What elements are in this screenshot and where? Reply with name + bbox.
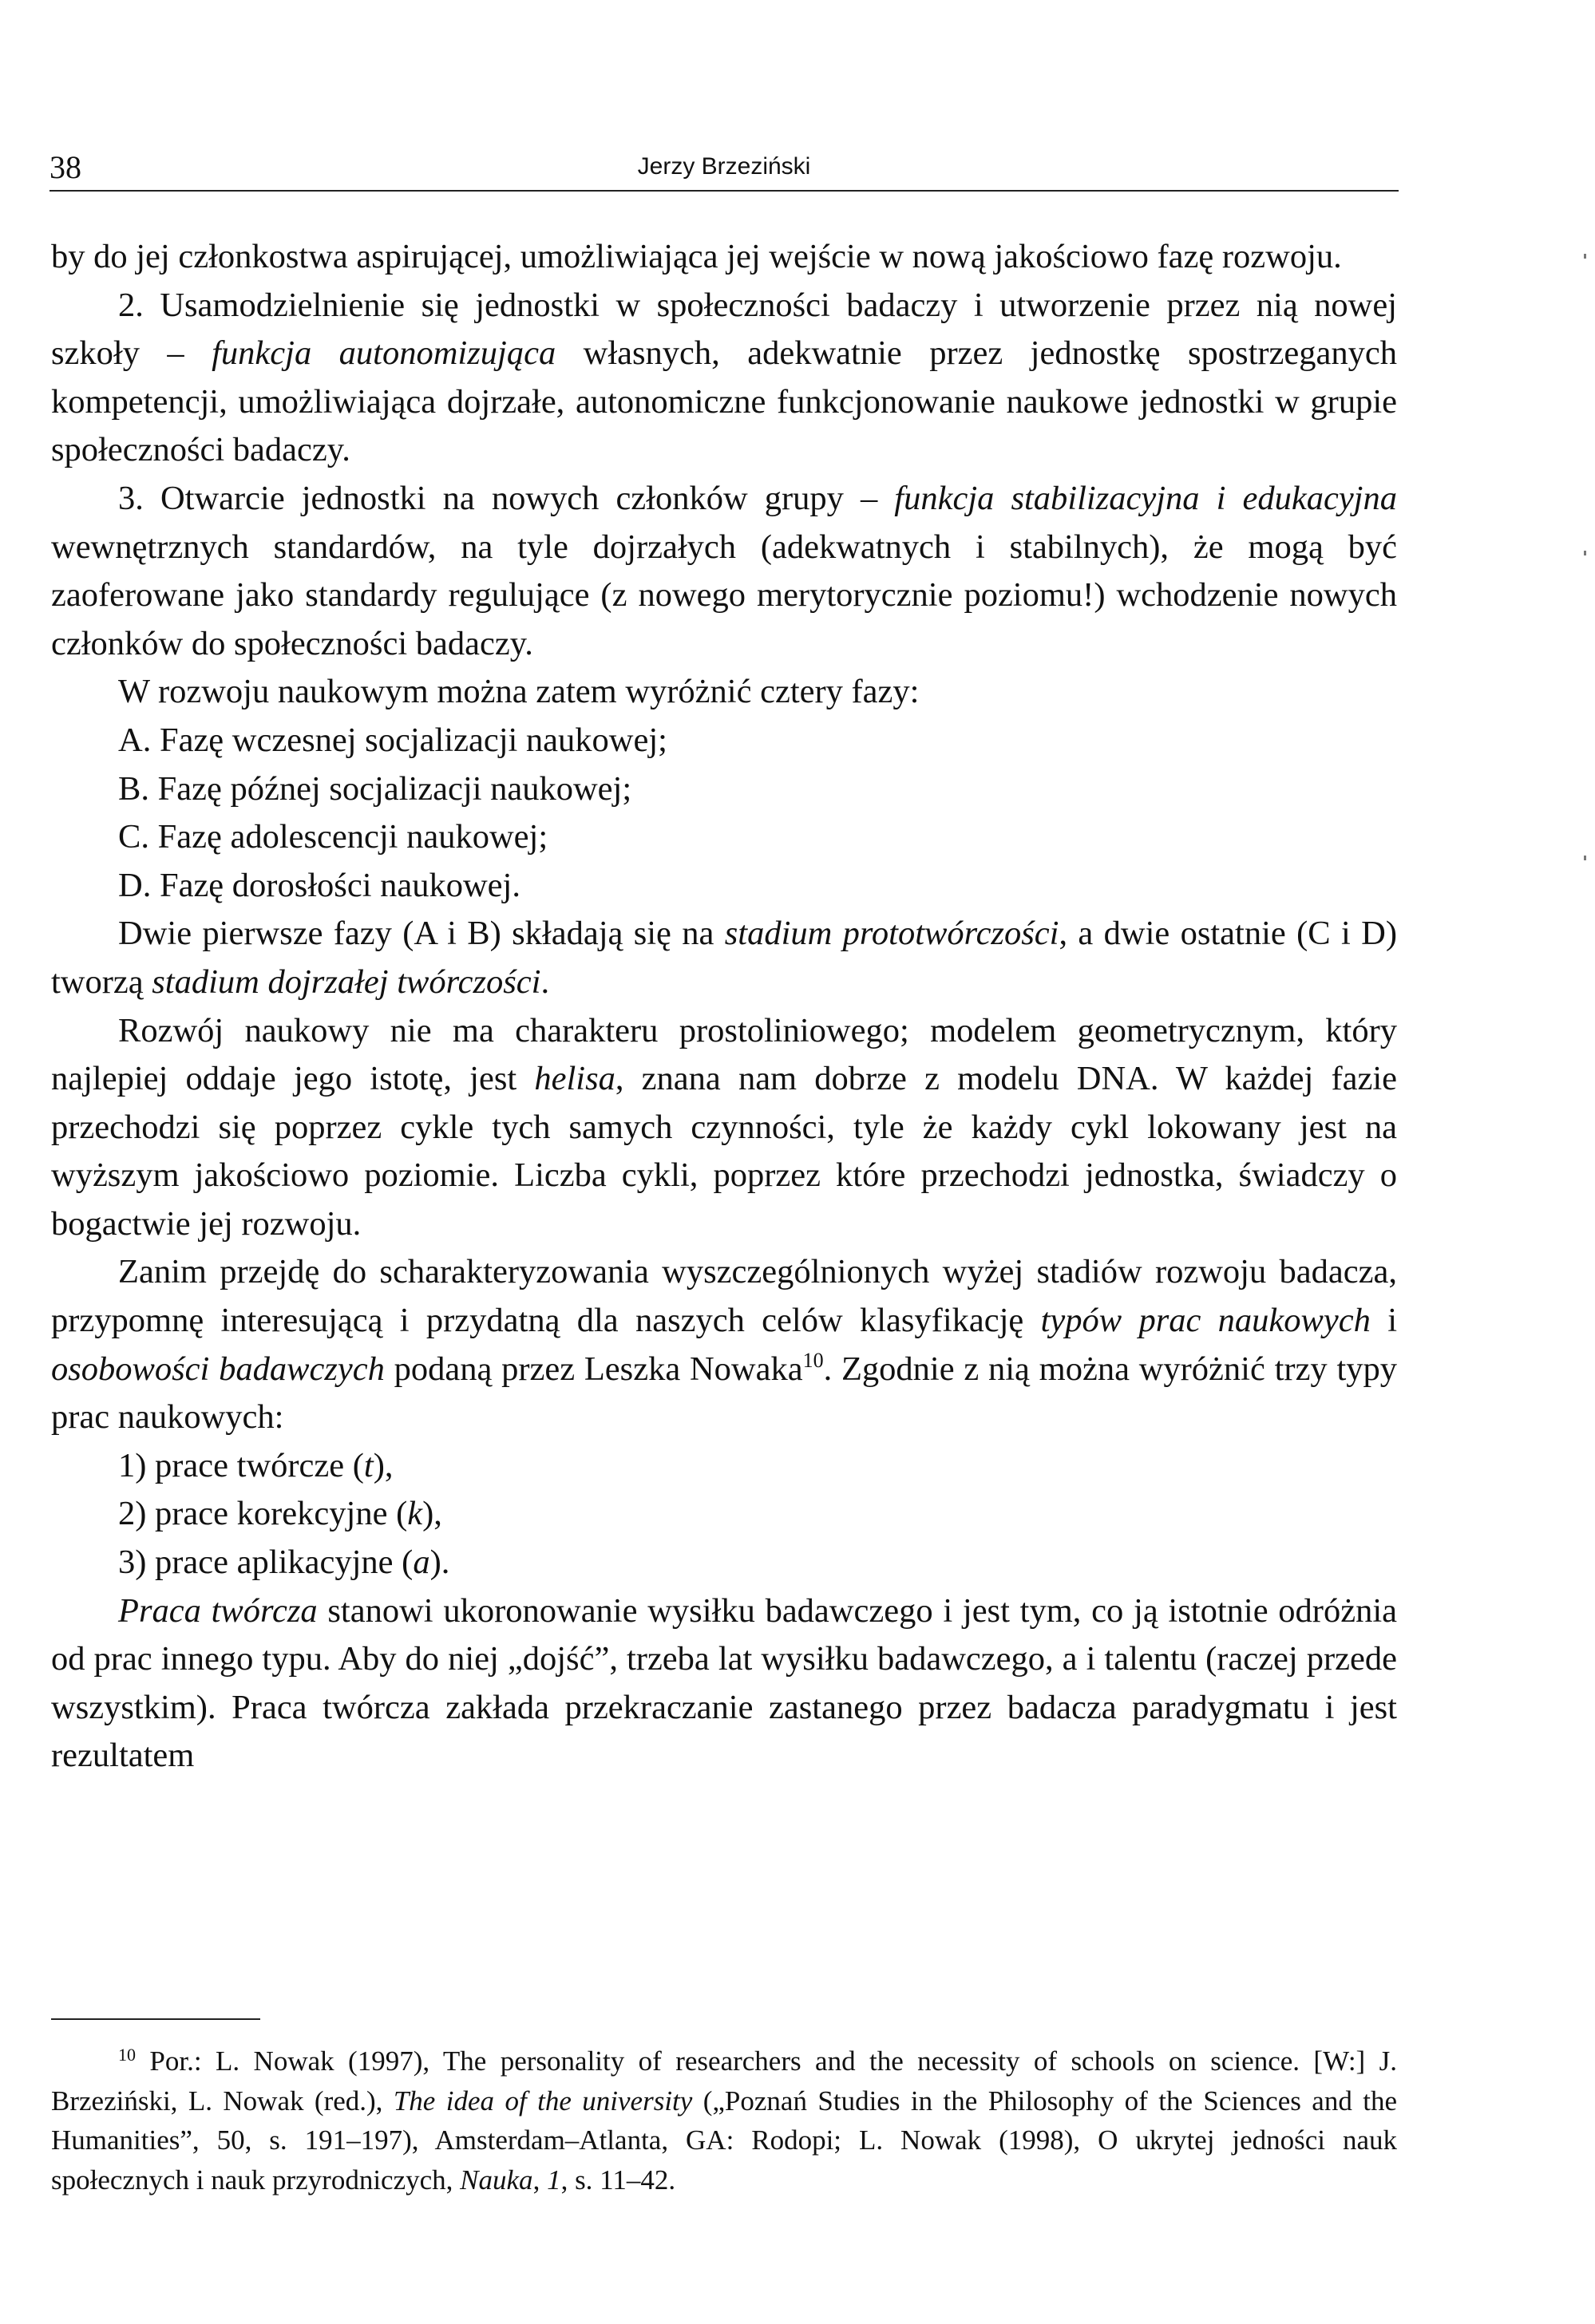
emphasis: funkcja stabilizacyjna i edukacyjna (894, 479, 1397, 517)
list-item-phase-c: C. Fazę adolescencji naukowej; (118, 818, 548, 856)
list-item-phase-a: A. Fazę wczesnej socjalizacji naukowej; (118, 721, 667, 759)
page-header (49, 148, 1399, 192)
footnote-number: 10 (118, 2045, 136, 2065)
paragraph-creative-work: Praca twórcza stanowi ukoronowanie wysiłku badawczego i jest tym, co ją istotnie odróżnia od prac innego typu. Aby do niej „dojść”, trzeba lat wysiłku badawczego, a i talentu (raczej przede wszystkim). Praca twórcza zakłada przekraczanie zastanego przez badacza paradygmatu i jest rezultatem (51, 1591, 1397, 1775)
scan-speck (1584, 856, 1586, 860)
footnotes (51, 2041, 1397, 2200)
footnote-10: $^{10}$ Por.: L. Nowak (1997), The personality of researchers and the necessity of schools on science. [W:] J. Brzeziński, L. Nowak (red.), The idea of the university („Poznań Studies in the Philosophy of the Sciences and the Humanities”, 50, s. 191–197), Amsterdam–Atlanta, GA: Rodopi; L. Nowak (1998), O ukrytej jedności nauk społecznych i nauk przyrodniczych, Nauka, 1, s. 11–42. (51, 2045, 1398, 2196)
scan-speck (1584, 551, 1586, 555)
phases-intro: W rozwoju naukowym można zatem wyróżnić cztery fazy: (118, 673, 920, 711)
list-item-type-t: 1) prace twórcze (t), (118, 1446, 394, 1484)
emphasis: osobowości badawczych (51, 1350, 385, 1388)
paragraph-classification: Zanim przejdę do scharakteryzowania wyszczególnionych wyżej stadiów rozwoju badacza, przypomnę interesującą i przydatną dla naszych celów klasyfikację typów prac naukowych i osobowości badawczych podaną przez Leszka Nowaka$^{10}$. Zgodnie z nią można wyróżnić trzy typy prac naukowych: (51, 1253, 1397, 1437)
emphasis: stadium dojrzałej twórczości (152, 962, 541, 1001)
paragraph-function-3: 3. Otwarcie jednostki na nowych członków grupy – funkcja stabilizacyjna i edukacyjna wewnętrznych standardów, na tyle dojrzałych (adekwatnych i stabilnych), że mogą być zaoferowane jako standardy regulujące (z nowego merytorycznie poziomu!) wchodzenie nowych członków do społeczności badaczy. (51, 479, 1397, 662)
paragraph-helix: Rozwój naukowy nie ma charakteru prostoliniowego; modelem geometrycznym, który najlepiej oddaje jego istotę, jest helisa, znana nam dobrze z modelu DNA. W każdej fazie przechodzi się poprzez cykle tych samych czynności, tyle że każdy cykl lokowany jest na wyższym jakościowo poziomie. Liczba cykli, poprzez które przechodzi jednostka, świadczy o bogactwie jej rozwoju. (51, 1011, 1398, 1243)
list-item-type-k: 2) prace korekcyjne (k), (118, 1495, 442, 1533)
list-item-phase-b: B. Fazę późnej socjalizacji naukowej; (118, 769, 632, 808)
emphasis: stadium prototwórczości (724, 915, 1059, 953)
list-item-phase-d: D. Fazę dorosłości naukowej. (118, 866, 520, 904)
footnote-divider (51, 2018, 260, 2020)
footnote-reference[interactable]: 10 (802, 1348, 824, 1372)
paragraph-continuation: by do jej członkostwa aspirującej, umożliwiająca jej wejście w nową jakościowo fazę rozwoju. (51, 238, 1342, 275)
running-head: Jerzy Brzeziński (637, 153, 811, 180)
body-text (51, 233, 1397, 1781)
emphasis: typów prac naukowych (1040, 1302, 1371, 1340)
scan-speck (1584, 254, 1586, 259)
emphasis: funkcja autonomizująca (212, 334, 556, 373)
list-item-type-a: 3) prace aplikacyjne (a). (118, 1543, 450, 1582)
paragraph-stages: Dwie pierwsze fazy (A i B) składają się na stadium prototwórczości, a dwie ostatnie (C i D) tworzą stadium dojrzałej twórczości. (51, 915, 1397, 1001)
paragraph-function-2: 2. Usamodzielnienie się jednostki w społeczności badaczy i utworzenie przez nią nowej szkoły – funkcja autonomizująca własnych, adekwatnie przez jednostkę spostrzeganych kompetencji, umożliwiająca dojrzałe, autonomiczne funkcjonowanie naukowe jednostki w grupie społeczności badaczy. (51, 286, 1397, 469)
emphasis: Praca twórcza (118, 1591, 318, 1630)
emphasis: helisa (534, 1060, 615, 1098)
page-number: 38 (49, 149, 81, 185)
